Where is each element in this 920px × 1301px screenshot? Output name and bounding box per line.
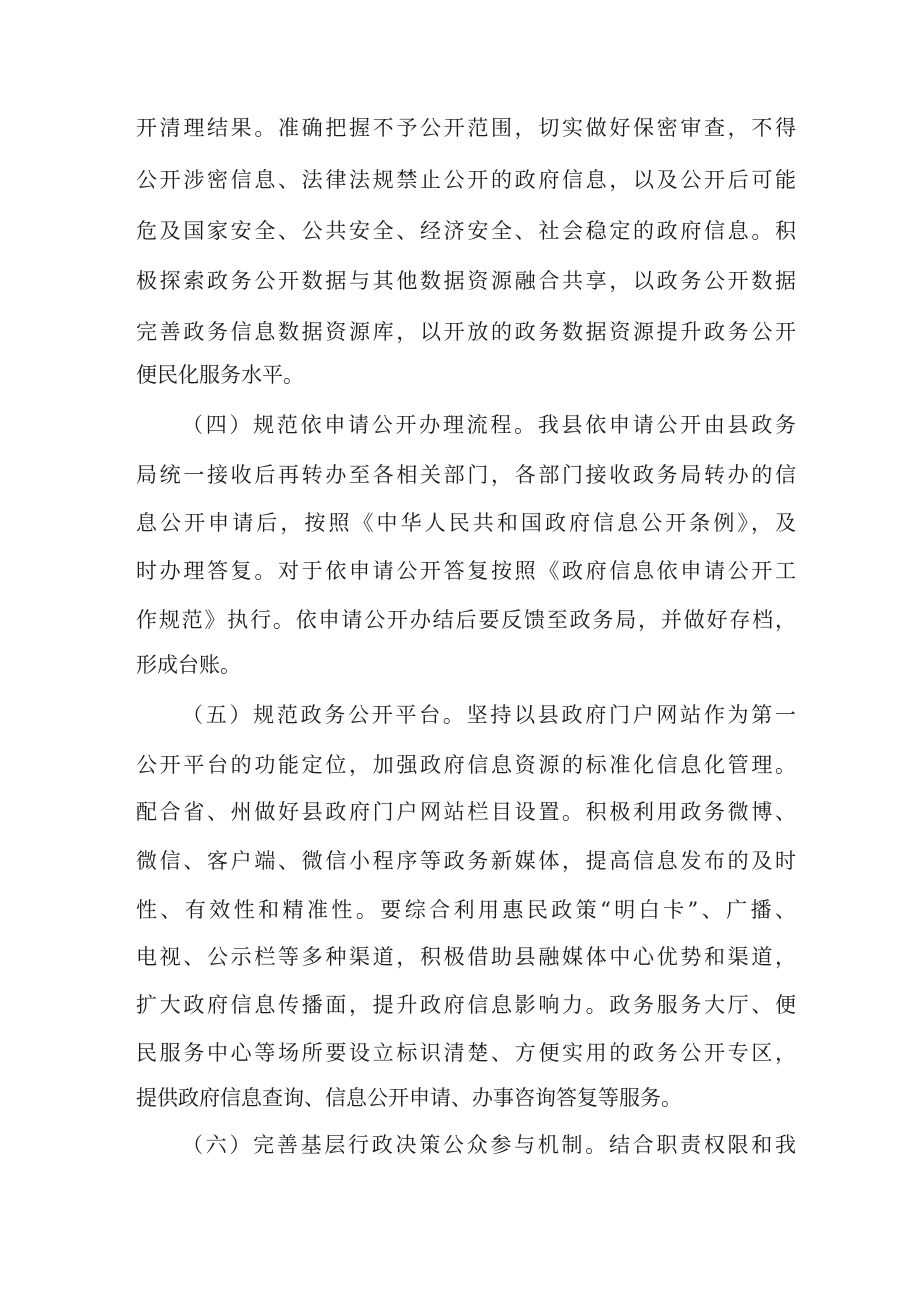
text-line: 作规范》执行。依申请公开办结后要反馈至政务局，并做好存档， xyxy=(136,608,796,632)
text-line: 完善政务信息数据资源库，以开放的政务数据资源提升政务公开 xyxy=(136,320,796,344)
text-line: 时办理答复。对于依申请公开答复按照《政府信息依申请公开工 xyxy=(136,559,796,583)
text-line: 提供政府信息查询、信息公开申请、办事咨询答复等服务。 xyxy=(136,1086,682,1110)
text-line: 开清理结果。准确把握不予公开范围，切实做好保密审查，不得 xyxy=(136,116,796,140)
text-line: 便民化服务水平。 xyxy=(136,363,304,387)
text-line: 极探索政务公开数据与其他数据资源融合共享，以政务公开数据 xyxy=(136,269,796,293)
text-line: 微信、客户端、微信小程序等政务新媒体，提高信息发布的及时 xyxy=(136,849,796,873)
text-line: 配合省、州做好县政府门户网站栏目设置。积极利用政务微博、 xyxy=(136,800,796,824)
text-line: 性、有效性和精准性。要综合利用惠民政策“明白卡”、广播、 xyxy=(136,898,796,922)
text-line: 息公开申请后，按照《中华人民共和国政府信息公开条例》，及 xyxy=(136,511,796,535)
section-heading-line: （五）规范政务公开平台。坚持以县政府门户网站作为第一 xyxy=(182,703,796,727)
text-line: 危及国家安全、公共安全、经济安全、社会稳定的政府信息。积 xyxy=(136,219,796,243)
text-line: 公开涉密信息、法律法规禁止公开的政府信息，以及公开后可能 xyxy=(136,168,796,192)
text-line: 电视、公示栏等多种渠道，积极借助县融媒体中心优势和渠道， xyxy=(136,945,796,969)
text-line: 局统一接收后再转办至各相关部门，各部门接收政务局转办的信 xyxy=(136,463,796,487)
section-heading-line: （六）完善基层行政决策公众参与机制。结合职责权限和我 xyxy=(182,1133,796,1157)
section-heading-line: （四）规范依申请公开办理流程。我县依申请公开由县政务 xyxy=(182,413,796,437)
text-line: 民服务中心等场所要设立标识清楚、方便实用的政务公开专区， xyxy=(136,1041,796,1065)
text-line: 公开平台的功能定位，加强政府信息资源的标准化信息化管理。 xyxy=(136,753,796,777)
text-line: 形成台账。 xyxy=(136,653,241,677)
text-line: 扩大政府信息传播面，提升政府信息影响力。政务服务大厅、便 xyxy=(136,993,796,1017)
